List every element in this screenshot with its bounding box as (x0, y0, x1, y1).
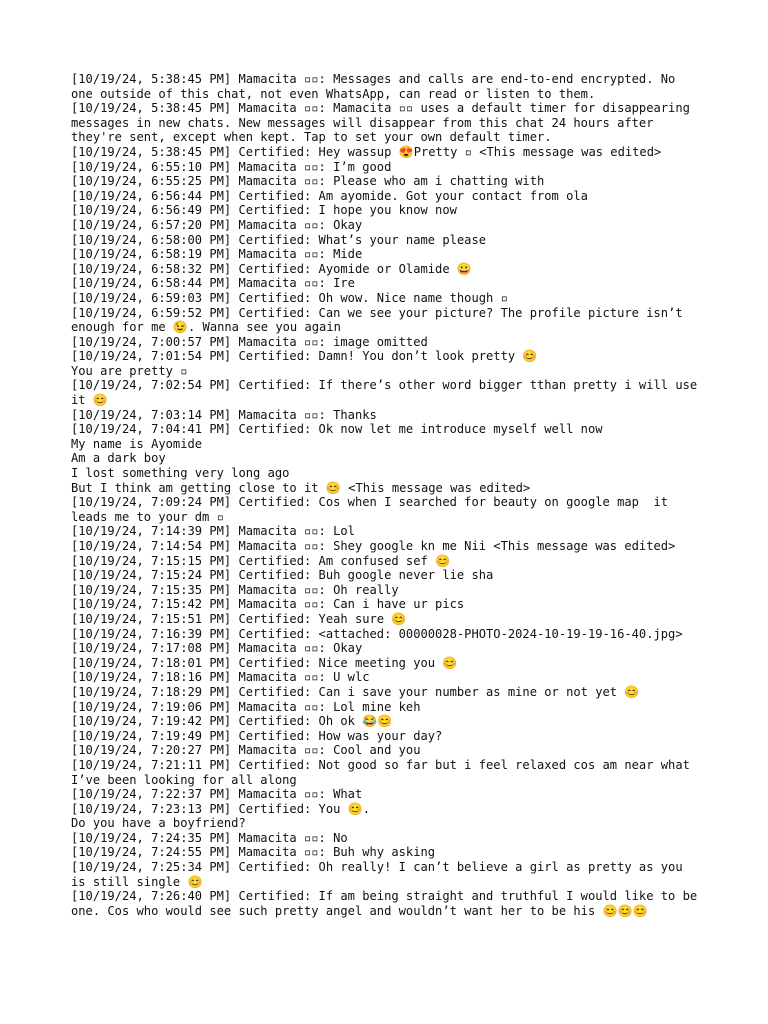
transcript-line: Am a dark boy (71, 451, 166, 466)
transcript-line: [10/19/24, 6:56:49 PM] Certified: I hope you know now (71, 203, 457, 218)
transcript-line: [10/19/24, 7:25:34 PM] Certified: Oh really! I can’t believe a girl as pretty as you is still single 😊 (71, 860, 690, 889)
transcript-line: [10/19/24, 5:38:45 PM] Mamacita ▫▫: Mamacita ▫▫ uses a default timer for disappearing messages in new chats. New messages will disappear from this chat 24 hours after they're sent, except when kept. Tap to set your own default timer. (71, 101, 698, 145)
transcript-line: [10/19/24, 7:16:39 PM] Certified: <attached: 00000028-PHOTO-2024-10-19-19-16-40.jpg> (71, 626, 683, 641)
transcript-line: [10/19/24, 7:20:27 PM] Mamacita ▫▫: Cool and you (71, 743, 421, 758)
transcript-line: [10/19/24, 7:26:40 PM] Certified: If am being straight and truthful I would like to be one. Cos who would see such pretty angel and wouldn’t want her to be his 😊😊😊 (71, 889, 705, 918)
transcript-line: [10/19/24, 7:15:35 PM] Mamacita ▫▫: Oh really (71, 582, 399, 597)
transcript-line: [10/19/24, 7:24:55 PM] Mamacita ▫▫: Buh why asking (71, 845, 436, 860)
transcript-line: [10/19/24, 6:57:20 PM] Mamacita ▫▫: Okay (71, 217, 363, 232)
transcript-line: [10/19/24, 5:38:45 PM] Mamacita ▫▫: Messages and calls are end-to-end encrypted. No one outside of this chat, not even WhatsApp, can read or listen to them. (71, 72, 683, 101)
transcript-line: [10/19/24, 7:03:14 PM] Mamacita ▫▫: Thanks (71, 407, 377, 422)
transcript-line: [10/19/24, 6:58:19 PM] Mamacita ▫▫: Mide (71, 247, 363, 262)
transcript-line: My name is Ayomide (71, 436, 203, 451)
transcript-line: [10/19/24, 6:59:03 PM] Certified: Oh wow. Nice name though ▫ (71, 290, 508, 305)
transcript-line: [10/19/24, 7:04:41 PM] Certified: Ok now let me introduce myself well now (71, 422, 603, 437)
transcript-line: [10/19/24, 6:58:00 PM] Certified: What’s your name please (71, 232, 487, 247)
transcript-line: [10/19/24, 7:23:13 PM] Certified: You 😊. (71, 801, 371, 816)
transcript-line: [10/19/24, 6:55:25 PM] Mamacita ▫▫: Please who am i chatting with (71, 174, 545, 189)
transcript-line: [10/19/24, 7:19:42 PM] Certified: Oh ok 😂😊 (71, 714, 393, 729)
transcript-line: [10/19/24, 7:18:01 PM] Certified: Nice meeting you 😊 (71, 655, 458, 670)
transcript-line: [10/19/24, 7:00:57 PM] Mamacita ▫▫: image omitted (71, 334, 428, 349)
transcript-line: [10/19/24, 7:18:29 PM] Certified: Can i save your number as mine or not yet 😊 (71, 684, 640, 699)
transcript-line: [10/19/24, 5:38:45 PM] Certified: Hey wassup 😍Pretty ▫ <This message was edited> (71, 144, 662, 159)
transcript-line: [10/19/24, 7:02:54 PM] Certified: If there’s other word bigger tthan pretty i will use it 😊 (71, 378, 705, 408)
transcript-line: [10/19/24, 6:58:32 PM] Certified: Ayomide or Olamide 😀 (71, 261, 472, 276)
transcript-line: [10/19/24, 7:15:51 PM] Certified: Yeah sure 😊 (71, 611, 407, 626)
transcript-line: [10/19/24, 7:14:39 PM] Mamacita ▫▫: Lol (71, 524, 355, 539)
transcript-line: [10/19/24, 7:21:11 PM] Certified: Not good so far but i feel relaxed cos am near what I’ve been looking for all along (71, 757, 698, 787)
transcript-line: [10/19/24, 6:58:44 PM] Mamacita ▫▫: Ire (71, 276, 355, 291)
transcript-line: [10/19/24, 7:19:06 PM] Mamacita ▫▫: Lol mine keh (71, 699, 421, 714)
transcript-line: But I think am getting close to it 😊 <This message was edited> (71, 480, 531, 495)
transcript-line: [10/19/24, 7:24:35 PM] Mamacita ▫▫: No (71, 830, 348, 845)
transcript-line: [10/19/24, 7:15:42 PM] Mamacita ▫▫: Can i have ur pics (71, 597, 465, 612)
transcript-line: [10/19/24, 7:19:49 PM] Certified: How was your day? (71, 728, 443, 743)
transcript-line: [10/19/24, 7:09:24 PM] Certified: Cos when I searched for beauty on google map it leads me to your dm ▫ (71, 495, 676, 524)
transcript-line: Do you have a boyfriend? (71, 816, 246, 831)
transcript-line: [10/19/24, 7:15:15 PM] Certified: Am confused sef 😊 (71, 553, 451, 568)
transcript-line: [10/19/24, 6:59:52 PM] Certified: Can we see your picture? The profile picture isn’t enough for me 😉. Wanna see you again (71, 305, 690, 335)
transcript-line: [10/19/24, 7:15:24 PM] Certified: Buh google never lie sha (71, 568, 494, 583)
transcript-line: [10/19/24, 7:22:37 PM] Mamacita ▫▫: What (71, 787, 363, 802)
transcript-line: I lost something very long ago (71, 466, 290, 481)
transcript-line: You are pretty ▫ (71, 363, 188, 378)
transcript-line: [10/19/24, 7:18:16 PM] Mamacita ▫▫: U wlc (71, 670, 370, 685)
transcript-line: [10/19/24, 6:56:44 PM] Certified: Am ayomide. Got your contact from ola (71, 188, 588, 203)
transcript-line: [10/19/24, 7:17:08 PM] Mamacita ▫▫: Okay (71, 641, 363, 656)
transcript-line: [10/19/24, 7:14:54 PM] Mamacita ▫▫: Shey google kn me Nii <This message was edited> (71, 539, 676, 553)
transcript-line: [10/19/24, 6:55:10 PM] Mamacita ▫▫: I’m good (71, 159, 392, 174)
transcript-line: [10/19/24, 7:01:54 PM] Certified: Damn! You don’t look pretty 😊 (71, 349, 538, 364)
chat-transcript (71, 72, 705, 918)
